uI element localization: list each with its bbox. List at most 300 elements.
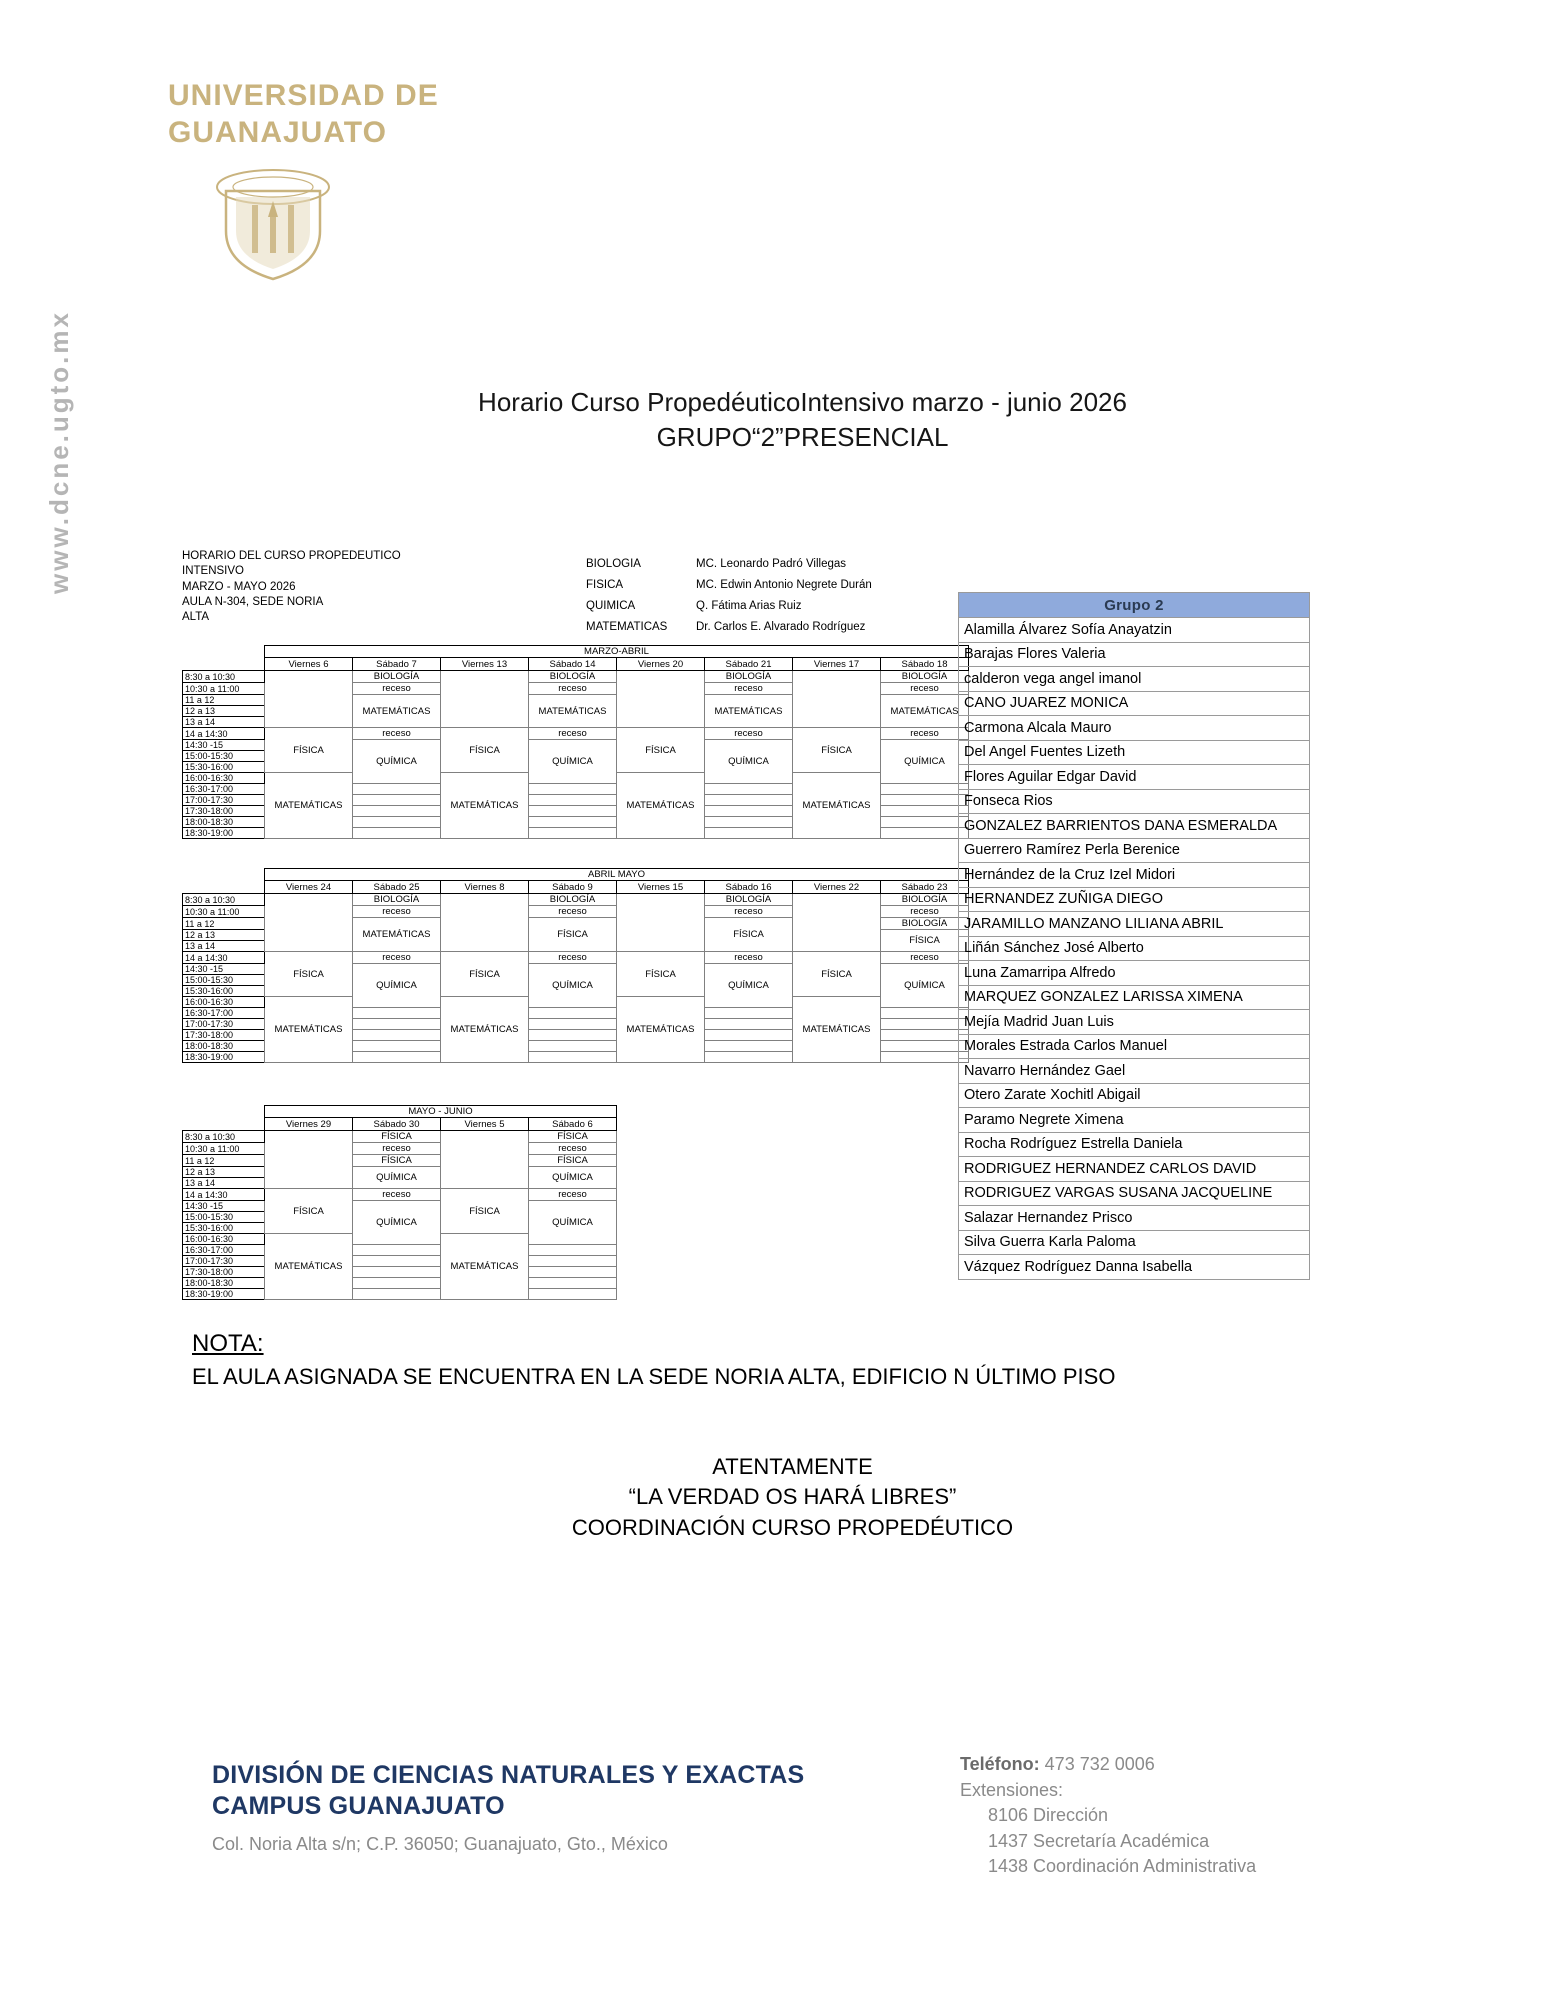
schedule-cell-biologa: BIOLOGÍA: [353, 671, 441, 683]
student-name: JARAMILLO MANZANO LILIANA ABRIL: [959, 912, 1310, 937]
schedule-cell-empty: [793, 671, 881, 728]
time-slot-label: 10:30 a 11:00: [183, 1143, 265, 1155]
time-slot-label: 18:30-19:00: [183, 1052, 265, 1063]
schedule-cell-biologa: BIOLOGÍA: [881, 918, 969, 930]
schedule-cell-matemticas: MATEMÁTICAS: [265, 997, 353, 1063]
schedule-cell-qumica: QUÍMICA: [353, 1201, 441, 1245]
schedule-cell-empty: [529, 1289, 617, 1300]
schedule-cell-matemticas: MATEMÁTICAS: [441, 773, 529, 839]
schedule-cell-empty: [353, 806, 441, 817]
student-row: [959, 740, 1310, 765]
teacher-row: [586, 579, 872, 600]
day-header: Sábado 18: [881, 658, 969, 671]
schedule-cell-receso: receso: [529, 683, 617, 695]
schedule-cell-empty: [353, 828, 441, 839]
schedule-cell-fsica: FÍSICA: [793, 952, 881, 997]
schedule-cell-fsica: FÍSICA: [617, 952, 705, 997]
schedule-cell-empty: [881, 806, 969, 817]
schedule-cell-receso: receso: [705, 952, 793, 964]
schedule-cell-qumica: QUÍMICA: [529, 740, 617, 784]
schedule-cell-empty: [441, 1131, 529, 1189]
time-slot-label: 16:30-17:00: [183, 1008, 265, 1019]
schedule-cell-empty: [265, 894, 353, 952]
schedule-cell-fsica: FÍSICA: [793, 728, 881, 773]
schedule-cell-biologa: BIOLOGÍA: [529, 894, 617, 906]
day-header: Sábado 14: [529, 658, 617, 671]
time-slot-label: 16:30-17:00: [183, 784, 265, 795]
schedule-cell-receso: receso: [705, 906, 793, 918]
schedule-cell-empty: [529, 795, 617, 806]
student-name: Flores Aguilar Edgar David: [959, 765, 1310, 790]
student-name: Barajas Flores Valeria: [959, 642, 1310, 667]
schedule-cell-receso: receso: [353, 1143, 441, 1155]
student-row: [959, 863, 1310, 888]
schedule-block: [182, 645, 969, 839]
teacher-row: [586, 600, 872, 621]
day-header: Sábado 6: [529, 1118, 617, 1131]
time-slot-label: 14:30 -15: [183, 964, 265, 975]
schedule-cell-empty: [705, 806, 793, 817]
logo-line-2: GUANAJUATO: [168, 115, 387, 149]
nota-label: NOTA:: [192, 1330, 264, 1357]
time-slot-label: 17:00-17:30: [183, 795, 265, 806]
teacher-subject: BIOLOGIA: [586, 558, 641, 570]
time-slot-label: 12 a 13: [183, 706, 265, 717]
schedule-cell-empty: [705, 1008, 793, 1019]
schedule-cell-biologa: BIOLOGÍA: [353, 894, 441, 906]
schedule-row: [183, 1155, 617, 1167]
student-name: calderon vega angel imanol: [959, 667, 1310, 692]
time-slot-label: 18:30-19:00: [183, 1289, 265, 1300]
time-slot-label: 13 a 14: [183, 1178, 265, 1189]
time-slot-label: 15:00-15:30: [183, 975, 265, 986]
schedule-cell-empty: [881, 784, 969, 795]
day-header: Viernes 29: [265, 1118, 353, 1131]
schedule-row: [183, 1131, 617, 1143]
title-line-2: GRUPO“2”PRESENCIAL: [656, 422, 949, 453]
schedule-cell-empty: [353, 784, 441, 795]
footer-address: Col. Noria Alta s/n; C.P. 36050; Guanajuato, Gto., México: [212, 1834, 668, 1854]
schedule-block: [182, 1105, 617, 1300]
time-slot-label: 14:30 -15: [183, 740, 265, 751]
title-line-1: Horario Curso PropedéuticoIntensivo marzo - junio 2026: [478, 387, 1127, 417]
student-row: [959, 838, 1310, 863]
student-name: MARQUEZ GONZALEZ LARISSA XIMENA: [959, 985, 1310, 1010]
schedule-cell-empty: [881, 1008, 969, 1019]
schedule-header-line-5: ALTA: [182, 611, 210, 624]
teacher-name: Dr. Carlos E. Alvarado Rodríguez: [696, 621, 866, 633]
schedule-cell-qumica: QUÍMICA: [529, 964, 617, 1008]
time-slot-label: 15:30-16:00: [183, 1223, 265, 1234]
day-header: Sábado 21: [705, 658, 793, 671]
schedule-header-line-1: HORARIO DEL CURSO PROPEDEUTICO: [182, 550, 401, 562]
schedule-cell-empty: [529, 1052, 617, 1063]
time-slot-label: 15:00-15:30: [183, 751, 265, 762]
day-header: Viernes 6: [265, 658, 353, 671]
schedule-cell-empty: [529, 828, 617, 839]
schedule-header-line-2: INTENSIVO: [182, 565, 244, 578]
schedule-cell-empty: [881, 1052, 969, 1063]
student-name: Liñán Sánchez José Alberto: [959, 936, 1310, 961]
time-slot-label: 16:00-16:30: [183, 773, 265, 784]
schedule-cell-receso: receso: [529, 952, 617, 964]
schedule-cell-empty: [793, 894, 881, 952]
student-name: Vázquez Rodríguez Danna Isabella: [959, 1255, 1310, 1280]
student-row: [959, 716, 1310, 741]
schedule-header: [182, 549, 512, 625]
time-slot-label: 18:00-18:30: [183, 817, 265, 828]
schedule-cell-qumica: QUÍMICA: [529, 1167, 617, 1189]
closing-line-2: “LA VERDAD OS HARÁ LIBRES”: [628, 1484, 957, 1510]
day-header: Viernes 24: [265, 881, 353, 894]
schedule-row: [183, 1143, 617, 1155]
footer-division-line-1: DIVISIÓN DE CIENCIAS NATURALES Y EXACTAS: [212, 1761, 805, 1789]
schedule-cell-empty: [705, 795, 793, 806]
time-slot-label: 10:30 a 11:00: [183, 683, 265, 695]
student-row: [959, 1034, 1310, 1059]
student-name: Hernández de la Cruz Izel Midori: [959, 863, 1310, 888]
time-slot-label: 18:30-19:00: [183, 828, 265, 839]
schedule-cell-empty: [881, 1030, 969, 1041]
schedule-row: [183, 1256, 617, 1267]
teacher-subject: MATEMATICAS: [586, 621, 668, 633]
schedule-cell-matemticas: MATEMÁTICAS: [793, 773, 881, 839]
schedule-cell-qumica: QUÍMICA: [353, 1167, 441, 1189]
student-name: Carmona Alcala Mauro: [959, 716, 1310, 741]
schedule-cell-empty: [353, 1267, 441, 1278]
schedule-cell-receso: receso: [705, 728, 793, 740]
schedule-cell-fsica: FÍSICA: [265, 952, 353, 997]
student-row: [959, 1108, 1310, 1133]
time-slot-label: 18:00-18:30: [183, 1041, 265, 1052]
schedule-header-line-4: AULA N-304, SEDE NORIA: [182, 595, 324, 608]
block-period-label: MARZO-ABRIL: [265, 646, 969, 658]
student-row: [959, 1255, 1310, 1280]
student-name: Guerrero Ramírez Perla Berenice: [959, 838, 1310, 863]
footer-phone-label: Teléfono:: [960, 1754, 1040, 1774]
time-slot-label: 12 a 13: [183, 1167, 265, 1178]
time-slot-label: 14 a 14:30: [183, 952, 265, 964]
student-row: [959, 1157, 1310, 1182]
logo-line-1: UNIVERSIDAD DE: [168, 79, 439, 112]
schedule-cell-empty: [617, 894, 705, 952]
student-name: Navarro Hernández Gael: [959, 1059, 1310, 1084]
footer-ext-2: 1437 Secretaría Académica: [988, 1830, 1210, 1851]
student-name: Silva Guerra Karla Paloma: [959, 1230, 1310, 1255]
schedule-cell-matemticas: MATEMÁTICAS: [265, 773, 353, 839]
day-header: Viernes 20: [617, 658, 705, 671]
day-header: Sábado 16: [705, 881, 793, 894]
schedule-cell-empty: [353, 1278, 441, 1289]
student-name: Alamilla Álvarez Sofía Anayatzin: [959, 618, 1310, 643]
schedule-row: [183, 1267, 617, 1278]
day-header: Viernes 8: [441, 881, 529, 894]
footer-division-line-2: CAMPUS GUANAJUATO: [212, 1791, 505, 1820]
student-name: Luna Zamarripa Alfredo: [959, 961, 1310, 986]
schedule-cell-empty: [529, 1256, 617, 1267]
time-slot-label: 16:00-16:30: [183, 997, 265, 1008]
schedule-cell-fsica: FÍSICA: [529, 1155, 617, 1167]
footer-phone-number: 473 732 0006: [1044, 1754, 1155, 1774]
time-slot-label: 17:00-17:30: [183, 1019, 265, 1030]
day-header: Viernes 17: [793, 658, 881, 671]
schedule-cell-fsica: FÍSICA: [265, 1189, 353, 1234]
schedule-cell-empty: [353, 1245, 441, 1256]
time-slot-label: 17:00-17:30: [183, 1256, 265, 1267]
schedule-cell-matemticas: MATEMÁTICAS: [529, 695, 617, 728]
student-row: [959, 1230, 1310, 1255]
schedule-cell-empty: [705, 1052, 793, 1063]
time-slot-label: 11 a 12: [183, 918, 265, 930]
teacher-row: [586, 558, 872, 579]
schedule-cell-matemticas: MATEMÁTICAS: [881, 695, 969, 728]
schedule-cell-matemticas: MATEMÁTICAS: [353, 918, 441, 952]
teacher-row: [586, 621, 872, 642]
schedule-cell-fsica: FÍSICA: [265, 728, 353, 773]
schedule-cell-empty: [617, 671, 705, 728]
schedule-cell-empty: [529, 1267, 617, 1278]
footer-ext-label: Extensiones:: [960, 1779, 1064, 1800]
schedule-cell-receso: receso: [353, 1189, 441, 1201]
page-title: [0, 385, 1545, 455]
student-row: [959, 667, 1310, 692]
day-header: Viernes 13: [441, 658, 529, 671]
time-slot-label: 11 a 12: [183, 695, 265, 706]
schedule-cell-receso: receso: [353, 728, 441, 740]
schedule-cell-empty: [705, 1030, 793, 1041]
footer-contact: [960, 1752, 1256, 1880]
schedule-cell-biologa: BIOLOGÍA: [881, 894, 969, 906]
schedule-cell-empty: [705, 1019, 793, 1030]
time-slot-label: 10:30 a 11:00: [183, 906, 265, 918]
schedule-cell-matemticas: MATEMÁTICAS: [441, 1234, 529, 1300]
schedule-cell-empty: [353, 1008, 441, 1019]
schedule-cell-empty: [441, 894, 529, 952]
schedule-cell-empty: [353, 1030, 441, 1041]
day-header: Viernes 5: [441, 1118, 529, 1131]
schedule-cell-receso: receso: [353, 683, 441, 695]
schedule-cell-receso: receso: [881, 728, 969, 740]
schedule-cell-empty: [705, 817, 793, 828]
schedule-cell-empty: [353, 1019, 441, 1030]
time-slot-label: 17:30-18:00: [183, 1030, 265, 1041]
student-name: RODRIGUEZ HERNANDEZ CARLOS DAVID: [959, 1157, 1310, 1182]
schedule-cell-receso: receso: [353, 952, 441, 964]
schedule-cell-biologa: BIOLOGÍA: [705, 671, 793, 683]
day-header: Sábado 25: [353, 881, 441, 894]
schedule-cell-receso: receso: [353, 906, 441, 918]
student-name: GONZALEZ BARRIENTOS DANA ESMERALDA: [959, 814, 1310, 839]
student-row: [959, 1132, 1310, 1157]
schedule-cell-empty: [529, 1019, 617, 1030]
student-name: Paramo Negrete Ximena: [959, 1108, 1310, 1133]
schedule-cell-matemticas: MATEMÁTICAS: [705, 695, 793, 728]
schedule-cell-receso: receso: [881, 952, 969, 964]
day-header: Sábado 30: [353, 1118, 441, 1131]
schedule-cell-empty: [353, 1052, 441, 1063]
schedule-header-line-3: MARZO - MAYO 2026: [182, 580, 296, 593]
schedule-cell-receso: receso: [529, 1143, 617, 1155]
schedule-row: [183, 1167, 617, 1178]
student-row: [959, 814, 1310, 839]
student-name: HERNANDEZ ZUÑIGA DIEGO: [959, 887, 1310, 912]
teacher-subject: FISICA: [586, 579, 624, 591]
schedule-row: [183, 952, 969, 964]
teacher-name: Q. Fátima Arias Ruiz: [696, 600, 802, 612]
time-slot-label: 17:30-18:00: [183, 1267, 265, 1278]
student-row: [959, 1010, 1310, 1035]
student-name: Mejía Madrid Juan Luis: [959, 1010, 1310, 1035]
schedule-row: [183, 671, 969, 683]
footer-ext-3: 1438 Coordinación Administrativa: [988, 1856, 1257, 1877]
student-list-header: Grupo 2: [959, 593, 1310, 618]
day-header: Sábado 7: [353, 658, 441, 671]
schedule-cell-empty: [529, 817, 617, 828]
time-slot-label: 14 a 14:30: [183, 728, 265, 740]
schedule-cell-empty: [265, 1131, 353, 1189]
student-row: [959, 618, 1310, 643]
time-slot-label: 14:30 -15: [183, 1201, 265, 1212]
time-slot-label: 8:30 a 10:30: [183, 894, 265, 906]
schedule-cell-empty: [353, 817, 441, 828]
schedule-cell-fsica: FÍSICA: [705, 918, 793, 952]
student-row: [959, 1083, 1310, 1108]
nota-text: EL AULA ASIGNADA SE ENCUENTRA EN LA SEDE NORIA ALTA, EDIFICIO N ÚLTIMO PISO: [192, 1364, 1116, 1389]
teacher-name: MC. Edwin Antonio Negrete Durán: [696, 579, 872, 591]
student-row: [959, 1059, 1310, 1084]
schedule-cell-empty: [529, 1041, 617, 1052]
time-slot-label: 11 a 12: [183, 1155, 265, 1167]
schedule-block: [182, 868, 969, 1063]
day-header: Viernes 22: [793, 881, 881, 894]
schedule-cell-empty: [705, 1041, 793, 1052]
schedule-cell-empty: [353, 1041, 441, 1052]
schedule-cell-qumica: QUÍMICA: [705, 740, 793, 784]
schedule-cell-fsica: FÍSICA: [441, 1189, 529, 1234]
time-slot-label: 12 a 13: [183, 930, 265, 941]
schedule-cell-matemticas: MATEMÁTICAS: [353, 695, 441, 728]
schedule-cell-qumica: QUÍMICA: [881, 964, 969, 1008]
time-slot-label: 18:00-18:30: [183, 1278, 265, 1289]
schedule-cell-empty: [353, 1289, 441, 1300]
schedule-cell-empty: [353, 795, 441, 806]
student-row: [959, 642, 1310, 667]
schedule-cell-receso: receso: [529, 906, 617, 918]
schedule-cell-empty: [529, 1030, 617, 1041]
time-slot-label: 14 a 14:30: [183, 1189, 265, 1201]
schedule-cell-empty: [529, 1245, 617, 1256]
schedule-cell-qumica: QUÍMICA: [353, 740, 441, 784]
student-name: Salazar Hernandez Prisco: [959, 1206, 1310, 1231]
website-url-vertical: www.dcne.ugto.mx: [44, 310, 74, 594]
schedule-cell-receso: receso: [529, 728, 617, 740]
schedule-cell-receso: receso: [881, 906, 969, 918]
student-row: [959, 887, 1310, 912]
schedule-row: [183, 1189, 617, 1201]
student-name: RODRIGUEZ VARGAS SUSANA JACQUELINE: [959, 1181, 1310, 1206]
schedule-row: [183, 1245, 617, 1256]
schedule-cell-empty: [881, 1019, 969, 1030]
student-name: CANO JUAREZ MONICA: [959, 691, 1310, 716]
student-name: Fonseca Rios: [959, 789, 1310, 814]
schedule-cell-fsica: FÍSICA: [353, 1131, 441, 1143]
student-list-table: [958, 592, 1310, 1280]
day-header: Sábado 23: [881, 881, 969, 894]
day-header: Sábado 9: [529, 881, 617, 894]
time-slot-label: 15:30-16:00: [183, 986, 265, 997]
schedule-cell-empty: [881, 817, 969, 828]
schedule-cell-matemticas: MATEMÁTICAS: [441, 997, 529, 1063]
schedule-cell-empty: [881, 828, 969, 839]
schedule-row: [183, 1289, 617, 1300]
schedule-cell-empty: [529, 1008, 617, 1019]
university-crest-icon: [208, 161, 488, 286]
schedule-cell-empty: [529, 806, 617, 817]
student-name: Otero Zarate Xochitl Abigail: [959, 1083, 1310, 1108]
university-logo: [168, 78, 488, 286]
block-period-label: ABRIL MAYO: [265, 869, 969, 881]
student-row: [959, 765, 1310, 790]
time-slot-label: 15:00-15:30: [183, 1212, 265, 1223]
footer-division: [212, 1760, 804, 1855]
time-slot-label: 8:30 a 10:30: [183, 671, 265, 683]
teacher-name: MC. Leonardo Padró Villegas: [696, 558, 847, 570]
schedule-cell-empty: [353, 1256, 441, 1267]
schedule-cell-receso: receso: [881, 683, 969, 695]
schedule-cell-matemticas: MATEMÁTICAS: [793, 997, 881, 1063]
time-slot-label: 8:30 a 10:30: [183, 1131, 265, 1143]
schedule-cell-qumica: QUÍMICA: [353, 964, 441, 1008]
time-slot-label: 13 a 14: [183, 941, 265, 952]
schedule-cell-fsica: FÍSICA: [529, 918, 617, 952]
student-row: [959, 691, 1310, 716]
schedule-cell-biologa: BIOLOGÍA: [881, 671, 969, 683]
schedule-cell-empty: [441, 671, 529, 728]
student-name: Rocha Rodríguez Estrella Daniela: [959, 1132, 1310, 1157]
student-name: Morales Estrada Carlos Manuel: [959, 1034, 1310, 1059]
schedule-cell-fsica: FÍSICA: [617, 728, 705, 773]
schedule-cell-biologa: BIOLOGÍA: [529, 671, 617, 683]
schedule-cell-empty: [881, 1041, 969, 1052]
closing-line-1: ATENTAMENTE: [712, 1454, 873, 1479]
student-row: [959, 789, 1310, 814]
schedule-cell-empty: [529, 784, 617, 795]
schedule-row: [183, 728, 969, 740]
schedule-cell-fsica: FÍSICA: [353, 1155, 441, 1167]
day-header: Viernes 15: [617, 881, 705, 894]
student-row: [959, 961, 1310, 986]
student-row: [959, 1206, 1310, 1231]
time-slot-label: 17:30-18:00: [183, 806, 265, 817]
time-slot-label: 13 a 14: [183, 717, 265, 728]
closing-line-3: COORDINACIÓN CURSO PROPEDÉUTICO: [571, 1514, 1014, 1540]
schedule-row: [183, 1278, 617, 1289]
schedule-cell-empty: [705, 784, 793, 795]
schedule-cell-empty: [529, 1278, 617, 1289]
schedule-cell-fsica: FÍSICA: [529, 1131, 617, 1143]
schedule-cell-biologa: BIOLOGÍA: [705, 894, 793, 906]
schedule-cell-qumica: QUÍMICA: [529, 1201, 617, 1245]
schedule-cell-fsica: FÍSICA: [441, 728, 529, 773]
footer-ext-1: 8106 Dirección: [988, 1805, 1109, 1826]
student-row: [959, 936, 1310, 961]
schedule-cell-receso: receso: [529, 1189, 617, 1201]
time-slot-label: 16:00-16:30: [183, 1234, 265, 1245]
student-row: [959, 985, 1310, 1010]
student-row: [959, 912, 1310, 937]
schedule-row: [183, 894, 969, 906]
time-slot-label: 16:30-17:00: [183, 1245, 265, 1256]
